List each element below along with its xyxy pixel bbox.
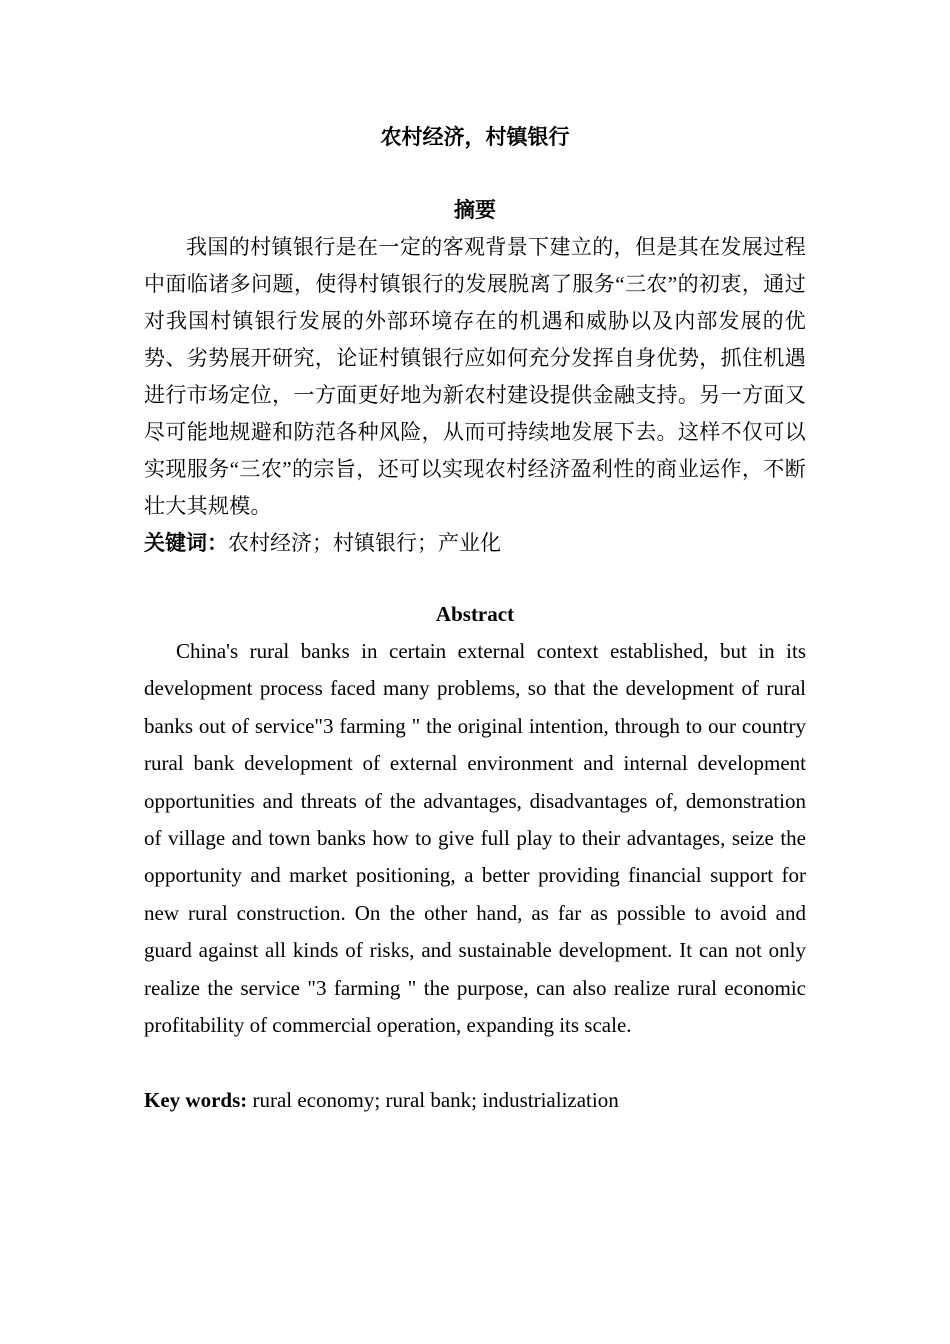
chinese-abstract-heading: 摘要 <box>454 198 496 222</box>
english-keywords <box>144 1082 806 1119</box>
chinese-abstract-body: 我国的村镇银行是在一定的客观背景下建立的，但是其在发展过程中面临诸多问题，使得村镇银行的发展脱离了服务“三农”的初衷，通过对我国村镇银行发展的外部环境存在的机遇和威胁以及内部发展的优势、劣势展开研究，论证村镇银行应如何充分发挥自身优势，抓住机遇进行市场定位，一方面更好地为新农村建设提供金融支持。另一方面又尽可能地规避和防范各种风险，从而可持续地发展下去。这样不仅可以实现服务“三农”的宗旨，还可以实现农村经济盈利性的商业运作，不断壮大其规模。 <box>144 235 806 518</box>
chinese-keywords <box>144 525 806 562</box>
english-keywords-value: rural economy; rural bank; industrialization <box>252 1088 619 1112</box>
chinese-keywords-value: 农村经济；村镇银行；产业化 <box>228 531 501 555</box>
english-abstract-heading: Abstract <box>435 602 515 626</box>
chinese-keywords-label: 关键词： <box>144 531 228 555</box>
english-abstract-body: China's rural banks in certain external context established, but in its development process faced many problems, so that the development of rural banks out of service"3 farming " the original intention, through to our country rural bank development of external environment and internal development opportunities and threats of the advantages, disadvantages of, demonstration of village and town banks how to give full play to their advantages, seize the opportunity and market positioning, a better providing financial support for new rural construction. On the other hand, as far as possible to avoid and guard against all kinds of risks, and sustainable development. It can not only realize the service "3 farming " the purpose, can also realize rural economic profitability of commercial operation, expanding its scale. <box>144 639 806 1038</box>
document-title: 农村经济，村镇银行 <box>380 125 570 149</box>
english-keywords-label: Key words: <box>144 1088 248 1112</box>
